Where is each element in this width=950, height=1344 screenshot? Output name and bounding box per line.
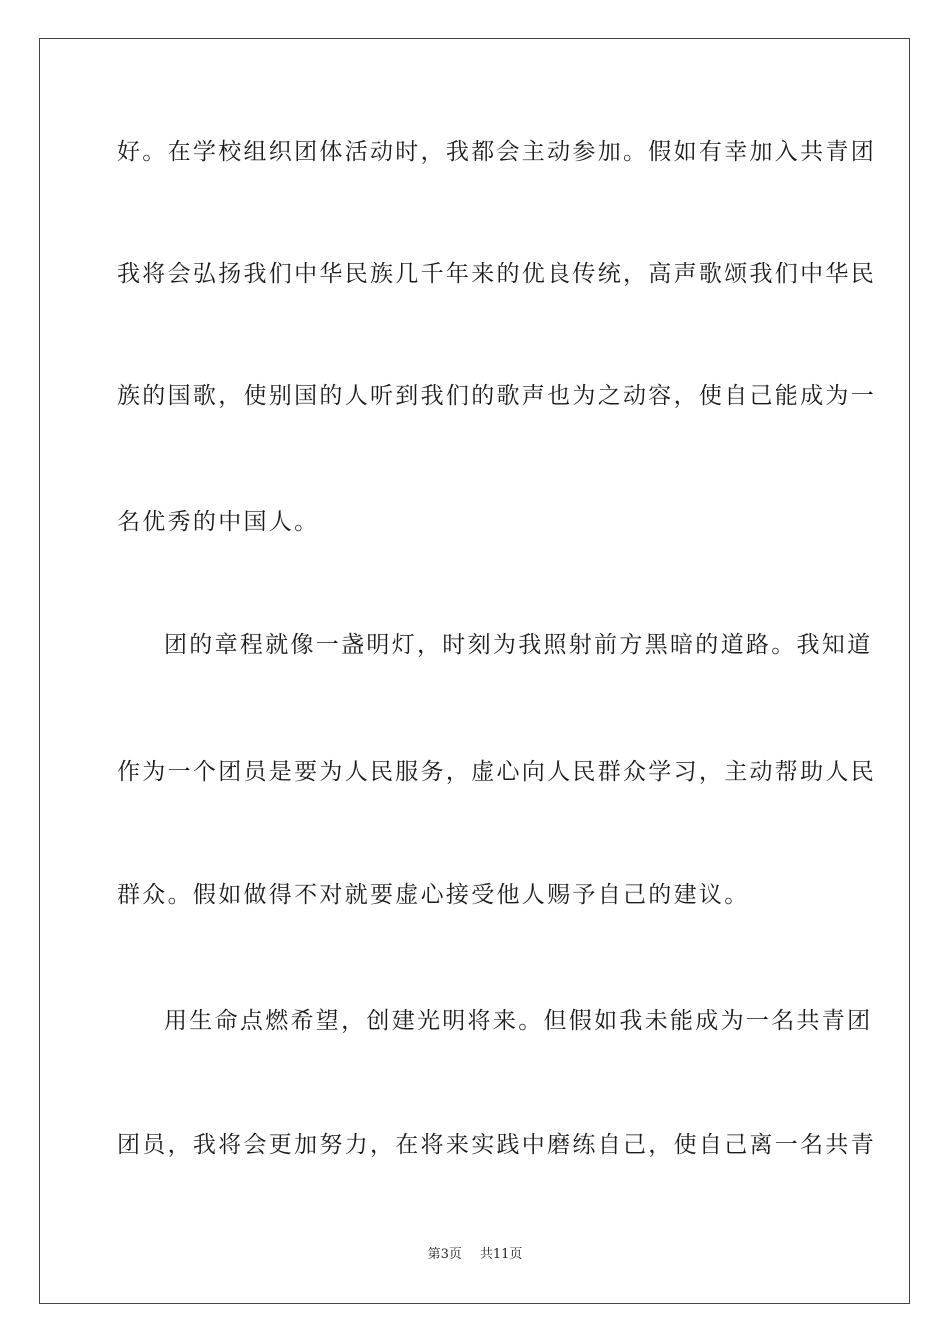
- text-line: 我将会弘扬我们中华民族几千年来的优良传统，高声歌颂我们中华民: [117, 261, 876, 287]
- text-line: 团的章程就像一盏明灯，时刻为我照射前方黑暗的道路。我知道: [164, 632, 873, 658]
- page-frame: [39, 38, 910, 1304]
- page-total: 共11页: [479, 1247, 523, 1262]
- page-number: 第3页: [427, 1247, 462, 1262]
- text-line: 族的国歌，使别国的人听到我们的歌声也为之动容，使自己能成为一: [117, 383, 876, 409]
- text-line: 作为一个团员是要为人民服务，虚心向人民群众学习，主动帮助人民: [117, 759, 876, 785]
- page-footer: [0, 1246, 950, 1264]
- text-line: 好。在学校组织团体活动时，我都会主动参加。假如有幸加入共青团: [117, 139, 876, 165]
- text-line: 用生命点燃希望，创建光明将来。但假如我未能成为一名共青团: [164, 1008, 873, 1034]
- text-line: 团员，我将会更加努力，在将来实践中磨练自己，使自己离一名共青: [117, 1132, 876, 1158]
- text-line: 名优秀的中国人。: [117, 509, 320, 535]
- text-line: 群众。假如做得不对就要虚心接受他人赐予自己的建议。: [117, 882, 750, 908]
